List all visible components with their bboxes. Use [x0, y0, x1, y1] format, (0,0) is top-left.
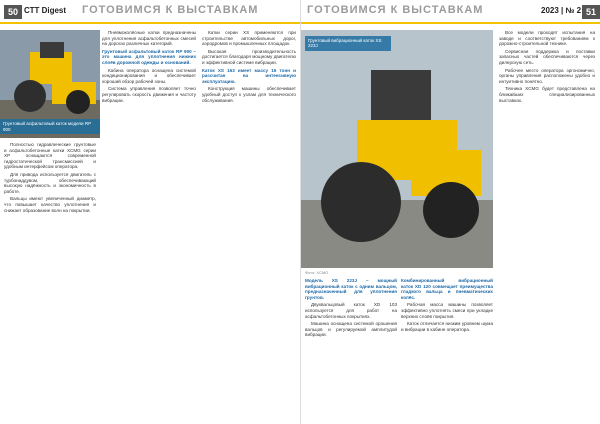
right-page [300, 0, 600, 424]
paragraph: Рабочее место оператора эргономично, органы управления расположены удобно и интуитивно понятно. [499, 67, 595, 84]
paragraph: Двухвальцовый каток XD 103 используется для работ на асфальтобетонных покрытиях. [305, 302, 397, 319]
left-column-3 [202, 30, 296, 420]
paragraph: Пневмоколёсные катки предназначены для уплотнения асфальтобетонных смесей на дорогах различных категорий. [102, 30, 196, 47]
left-column-1 [4, 142, 96, 420]
paragraph: Катки серии XS применяются при строительстве автомобильных дорог, аэродромов и промышленных площадок. [202, 30, 296, 47]
subheading: Комбинированный вибрационный каток XD 120 совмещает преимущества гладкого вальца и пневматических колёс. [401, 278, 493, 300]
magazine-title: СТТ Digest [24, 6, 67, 15]
subheading: Грунтовый асфальтовый каток RP 900 – это машина для уплотнения нижних слоёв дорожной одежды и оснований. [102, 48, 196, 65]
right-column-1 [305, 278, 397, 420]
left-column-2 [102, 30, 196, 420]
paragraph: Вальцы имеют увеличенный диаметр, что повышает качество уплотнения и снижает образование волн на покрытии. [4, 196, 96, 213]
paragraph: Высокая производительность достигается благодаря мощному двигателю и эффективной системе вибрации. [202, 48, 296, 65]
right-roller-photo [301, 30, 493, 268]
left-section-title: ГОТОВИМСЯ К ВЫСТАВКАМ [82, 4, 259, 16]
right-column-2 [401, 278, 493, 420]
paragraph: Техника XCMG будет представлена на ближайших специализированных выставках. [499, 86, 595, 103]
paragraph: Каток отличается низким уровнем шума и вибрации в кабине оператора. [401, 321, 493, 332]
paragraph: Рабочая масса машины позволяет эффективно уплотнять смеси при укладке верхних слоёв покрытия. [401, 302, 493, 319]
right-photo-caption: Грунтовый вибрационный каток XS 223J [305, 36, 391, 51]
right-page-number: 51 [582, 5, 600, 19]
paragraph: Полностью гидравлические грунтовые и асфальтобетонные катки XCMG серии XP оснащаются современной гидростатической трансмиссией и удобным интерфейсом оператора. [4, 142, 96, 170]
left-header [0, 0, 300, 24]
roller-illustration [301, 30, 493, 268]
right-section-title: ГОТОВИМСЯ К ВЫСТАВКАМ [307, 4, 484, 16]
photo-credit: Фото: XCMG [305, 270, 329, 275]
paragraph: Конструкция машины обеспечивает удобный доступ к узлам для технического обслуживания. [202, 86, 296, 103]
subheading: Модель XS 223J – мощный вибрационный каток с одним вальцом, предназначенный для уплотнения грунтов. [305, 278, 397, 300]
left-page-number: 50 [4, 5, 22, 19]
paragraph: Система управления позволяет точно регулировать скорость движения и частоту вибрации. [102, 86, 196, 103]
paragraph: Кабина оператора оснащена системой кондиционирования и обеспечивает хороший обзор рабочей зоны. [102, 67, 196, 84]
paragraph: Сервисная поддержка и поставки запасных частей обеспечиваются через дилерскую сеть. [499, 48, 595, 65]
paragraph: Машина оснащена системой орошения вальцов и регулируемой амплитудой вибрации. [305, 321, 397, 338]
subheading: Каток XS 163 имеет массу 16 тонн и рассчитан на интенсивную эксплуатацию. [202, 67, 296, 84]
paragraph: Все модели проходят испытания на заводе и соответствуют требованиям к дорожно-строительной технике. [499, 30, 595, 47]
right-header [301, 0, 600, 24]
right-column-3 [499, 30, 595, 420]
paragraph: Для привода используется двигатель с турбонаддувом, обеспечивающий высокую надёжность и экономичность в работе. [4, 171, 96, 194]
issue-label: 2023 | № 2 [541, 6, 582, 15]
left-photo-caption: Грунтовый асфальтовый каток модели RP 900 [0, 119, 100, 134]
left-roller-photo [0, 30, 100, 138]
